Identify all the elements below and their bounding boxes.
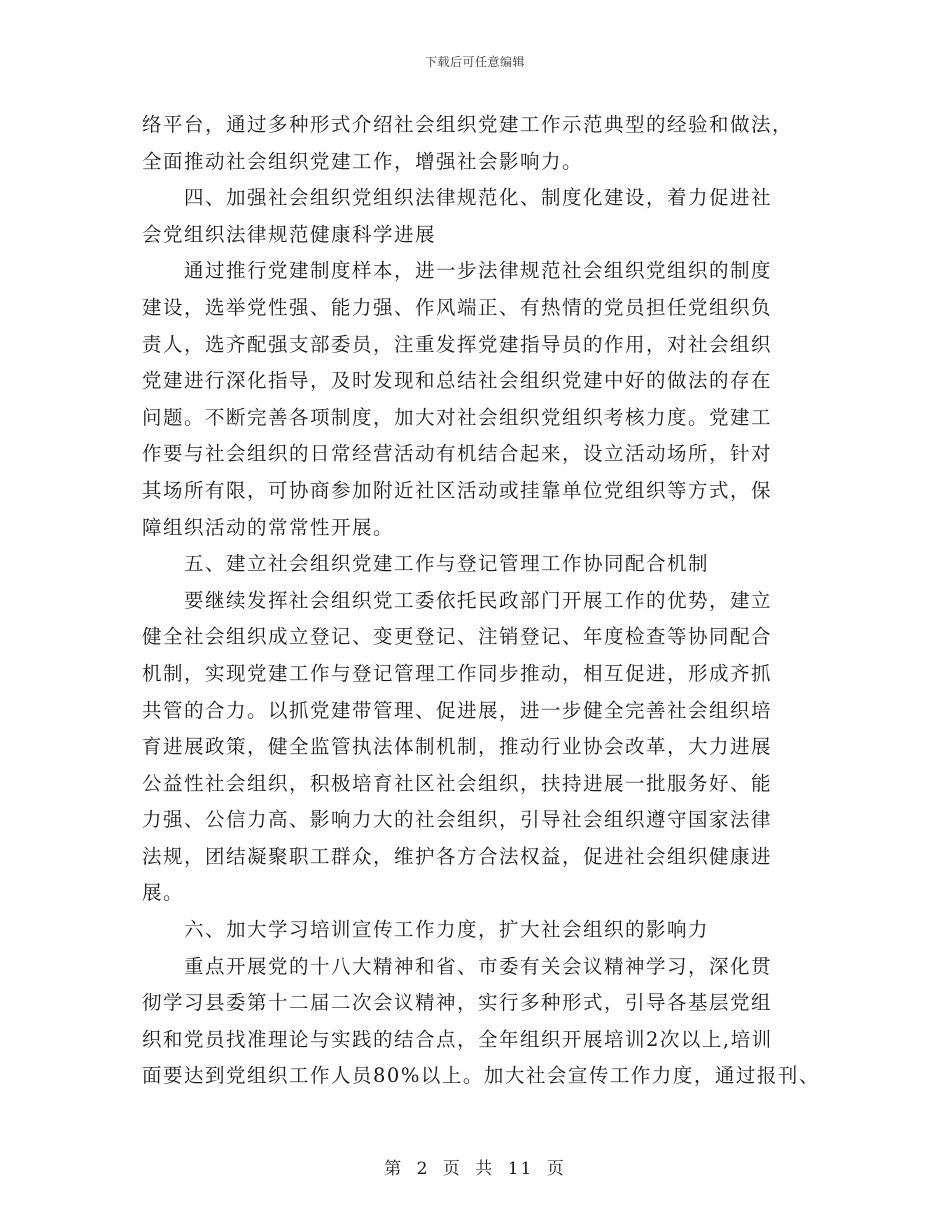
text-line: 通过推行党建制度样本，进一步法律规范社会组织党组织的制度 bbox=[184, 259, 773, 283]
text-line: 全面推动社会组织党建工作，增强社会影响力。 bbox=[142, 149, 584, 173]
text-line: 展。 bbox=[142, 881, 185, 905]
text-line: 法规，团结凝聚职工群众，维护各方合法权益，促进社会组织健康进 bbox=[142, 844, 773, 868]
text-line: 重点开展党的十八大精神和省、市委有关会议精神学习，深化贯 bbox=[184, 954, 773, 978]
text-line: 作要与社会组织的日常经营活动有机结合起来，设立活动场所，针对 bbox=[142, 442, 773, 466]
text-line: 障组织活动的常常性开展。 bbox=[142, 515, 395, 539]
page-header: 下载后可任意编辑 bbox=[424, 55, 525, 69]
page-footer bbox=[0, 1154, 950, 1179]
footer-current-page: 2 bbox=[416, 1159, 430, 1179]
text-line: 公益性社会组织，积极培育社区社会组织，扶持进展一批服务好、能 bbox=[142, 771, 773, 795]
text-line: 面要达到党组织工作人员80%以上。加大社会宣传工作力度，通过报刊、 bbox=[142, 1064, 820, 1088]
text-line: 彻学习县委第十二届二次会议精神，实行多种形式，引导各基层党组 bbox=[142, 991, 773, 1015]
footer-total-pages: 11 bbox=[507, 1159, 534, 1179]
text-line: 六、加大学习培训宣传工作力度，扩大社会组织的影响力 bbox=[184, 918, 710, 942]
text-line: 责人，选齐配强支部委员，注重发挥党建指导员的作用，对社会组织 bbox=[142, 332, 773, 356]
footer-suffix: 页 bbox=[546, 1159, 566, 1179]
text-line: 育进展政策，健全监管执法体制机制，推动行业协会改革，大力进展 bbox=[142, 735, 773, 759]
text-line: 力强、公信力高、影响力大的社会组织，引导社会组织遵守国家法律 bbox=[142, 808, 773, 832]
document-body bbox=[142, 107, 822, 1095]
text-line: 五、建立社会组织党建工作与登记管理工作协同配合机制 bbox=[184, 552, 710, 576]
text-line: 建设，选举党性强、能力强、作风端正、有热情的党员担任党组织负 bbox=[142, 295, 773, 319]
footer-prefix: 第 bbox=[384, 1159, 404, 1179]
text-line: 机制，实现党建工作与登记管理工作同步推动，相互促进，形成齐抓 bbox=[142, 661, 773, 685]
text-line: 党建进行深化指导，及时发现和总结社会组织党建中好的做法的存在 bbox=[142, 369, 773, 393]
text-line: 织和党员找准理论与实践的结合点，全年组织开展培训2次以上,培训 bbox=[142, 1027, 773, 1051]
text-line: 会党组织法律规范健康科学进展 bbox=[142, 222, 437, 246]
text-line: 健全社会组织成立登记、变更登记、注销登记、年度检查等协同配合 bbox=[142, 625, 773, 649]
footer-total-word: 共 bbox=[475, 1159, 495, 1179]
text-line: 共管的合力。以抓党建带管理、促进展，进一步健全完善社会组织培 bbox=[142, 698, 773, 722]
text-line: 要继续发挥社会组织党工委依托民政部门开展工作的优势，建立 bbox=[184, 588, 773, 612]
text-line: 四、加强社会组织党组织法律规范化、制度化建设，着力促进社 bbox=[184, 186, 773, 210]
text-line: 络平台，通过多种形式介绍社会组织党建工作示范典型的经验和做法， bbox=[142, 113, 794, 136]
footer-page-word: 页 bbox=[442, 1159, 462, 1179]
text-line: 其场所有限，可协商参加附近社区活动或挂靠单位党组织等方式，保 bbox=[142, 478, 773, 502]
text-line: 问题。不断完善各项制度，加大对社会组织党组织考核力度。党建工 bbox=[142, 405, 773, 429]
